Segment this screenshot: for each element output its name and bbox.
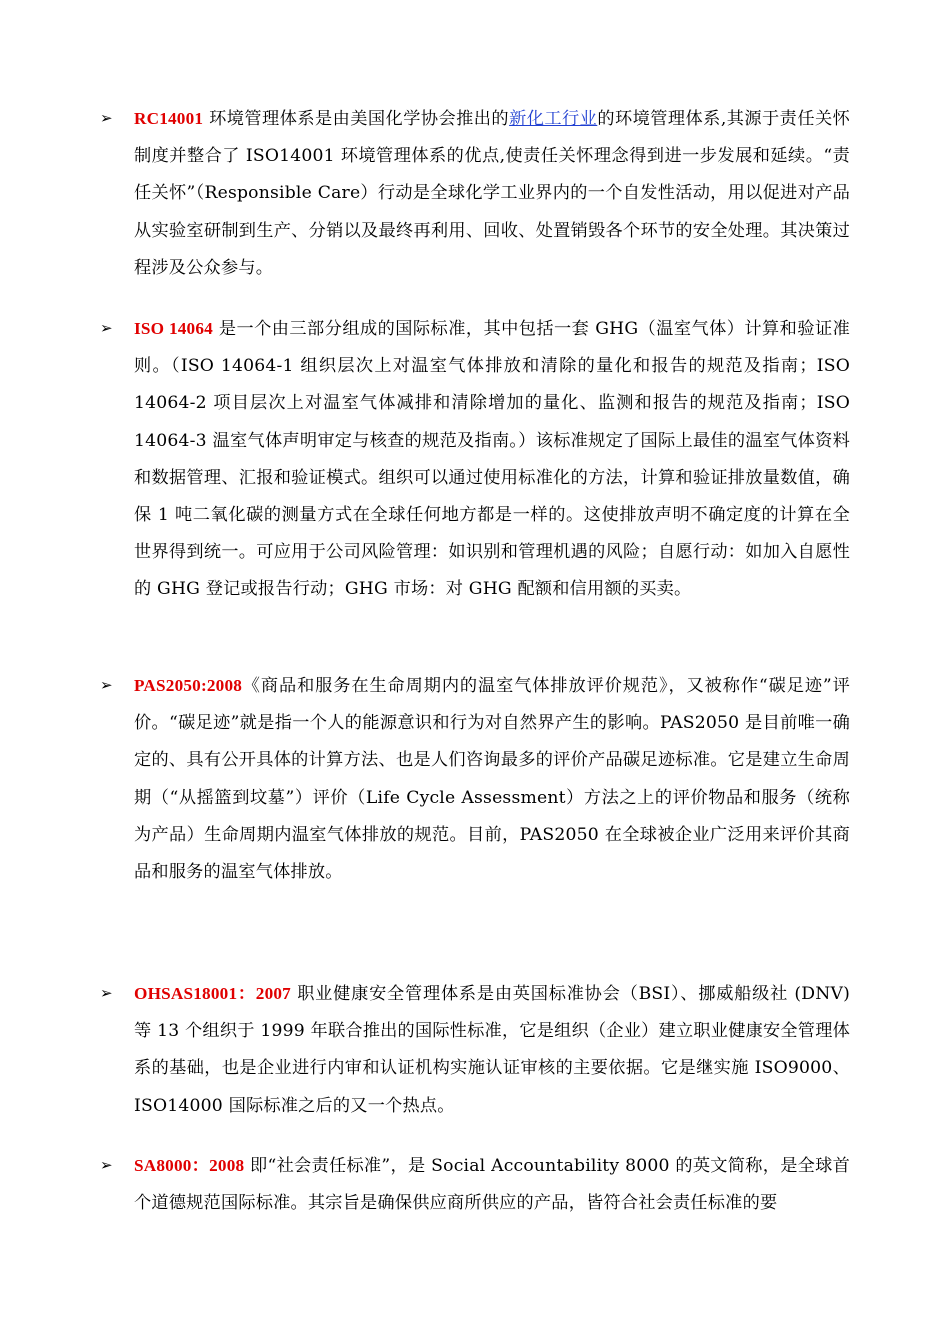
arrow-bullet-icon: ➢ <box>100 676 113 694</box>
arrow-bullet-icon: ➢ <box>100 984 113 1002</box>
keyword-sa8000: SA8000：2008 <box>134 1156 245 1175</box>
paragraph-iso14064 <box>134 310 850 609</box>
text-rc14001-b: 的环境管理体系,其源于责任关怀制度并整合了 ISO14001 环境管理体系的优点,使责任关怀理念得到进一步发展和延续。“责任关怀”（Responsible Care）行动是全球化学工业界内的一个自发性活动，用以促进对产品从实验室研制到生产、分销以及最终再利用、回收、处置销毁各个环节的安全处理。其决策过程涉及公众参与。 <box>134 109 850 278</box>
text-pas2050: 《商品和服务在生命周期内的温室气体排放评价规范》，又被称作“碳足迹”评价。“碳足迹”就是指一个人的能源意识和行为对自然界产生的影响。PAS2050 是目前唯一确定的、具有公开具体的计算方法、也是人们咨询最多的评价产品碳足迹标准。它是建立生命周期（“从摇篮到坟墓”）评价（Life Cycle Assessment）方法之上的评价物品和服务（统称为产品）生命周期内温室气体排放的规范。目前，PAS2050 在全球被企业广泛用来评价其商品和服务的温室气体排放。 <box>134 676 850 883</box>
text-iso14064: 是一个由三部分组成的国际标准，其中包括一套 GHG（温室气体）计算和验证准则。（ISO 14064-1 组织层次上对温室气体排放和清除的量化和报告的规范及指南；ISO 14064-2 项目层次上对温室气体减排和清除增加的量化、监测和报告的规范及指南；ISO 14064-3 温室气体声明审定与核查的规范及指南。）该标准规定了国际上最佳的温室气体资料和数据管理、汇报和验证模式。组织可以通过使用标准化的方法，计算和验证排放量数值，确保 1 吨二氧化碳的测量方式在全球任何地方都是一样的。这使排放声明不确定度的计算在全世界得到统一。可应用于公司风险管理：如识别和管理机遇的风险；自愿行动：如加入自愿性的 GHG 登记或报告行动；GHG 市场：对 GHG 配额和信用额的买卖。 <box>134 319 850 600</box>
text-ohsas18001: 职业健康安全管理体系是由英国标准协会（BSI）、挪威船级社 (DNV) 等 13 个组织于 1999 年联合推出的国际性标准，它是组织（企业）建立职业健康安全管理体系的基础，也是企业进行内审和认证机构实施认证审核的主要依据。它是继实施 ISO9000、ISO14000 国际标准之后的又一个热点。 <box>134 984 850 1116</box>
arrow-bullet-icon: ➢ <box>100 1156 113 1174</box>
paragraph-pas2050 <box>134 667 850 891</box>
paragraph-sa8000 <box>134 1147 850 1222</box>
paragraph-ohsas18001 <box>134 975 850 1125</box>
keyword-rc14001: RC14001 <box>134 109 204 128</box>
text-sa8000: 即“社会责任标准”，是 Social Accountability 8000 的英文简称，是全球首个道德规范国际标准。其宗旨是确保供应商所供应的产品，皆符合社会责任标准的要 <box>134 1156 850 1214</box>
keyword-ohsas18001: OHSAS18001：2007 <box>134 984 291 1003</box>
paragraph-rc14001 <box>134 100 850 287</box>
arrow-bullet-icon: ➢ <box>100 319 113 337</box>
keyword-iso14064: ISO 14064 <box>134 319 213 338</box>
link-new-chemical-industry[interactable]: 新化工行业 <box>509 109 598 129</box>
arrow-bullet-icon: ➢ <box>100 109 113 127</box>
text-rc14001-a: 环境管理体系是由美国化学协会推出的 <box>203 109 510 129</box>
keyword-pas2050: PAS2050:2008 <box>134 676 243 695</box>
